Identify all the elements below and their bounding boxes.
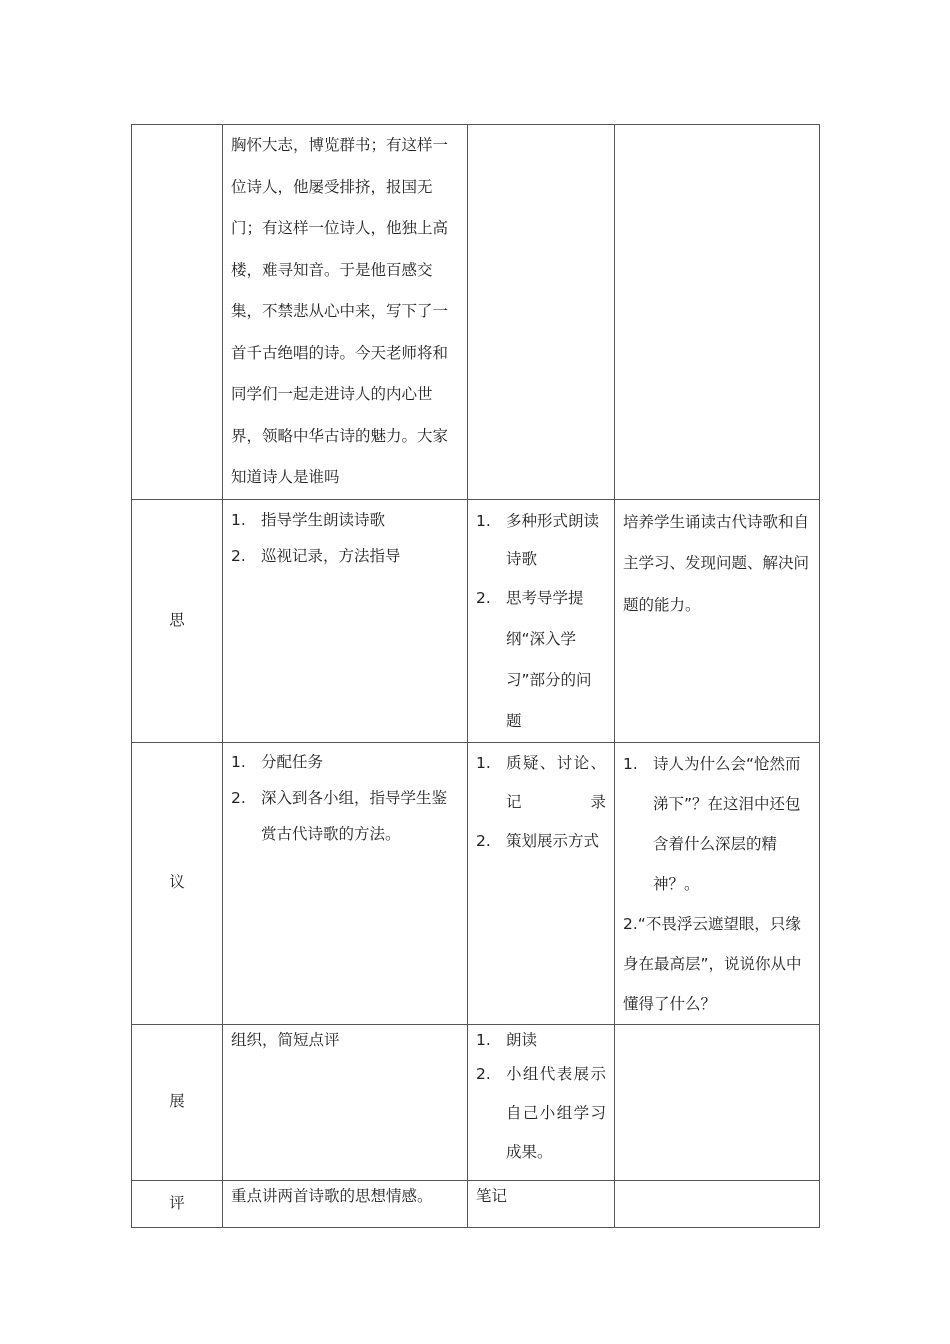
student-activity-list bbox=[476, 502, 606, 742]
table-row bbox=[132, 1180, 820, 1227]
teacher-activity-list bbox=[231, 744, 459, 852]
design-intent-cell bbox=[615, 125, 820, 500]
design-intent-cell bbox=[615, 1180, 820, 1227]
table-row bbox=[132, 499, 820, 742]
teacher-activity-cell bbox=[223, 1180, 468, 1227]
list-item: 2. 巡视记录，方法指导 bbox=[231, 546, 401, 565]
list-item: 2. 思考导学提纲“深入学习”部分的问题 bbox=[476, 588, 592, 730]
stage-cell: 展 bbox=[132, 1024, 223, 1180]
student-activity-cell bbox=[468, 1180, 615, 1227]
student-activity-cell bbox=[468, 125, 615, 500]
student-activity-list bbox=[476, 744, 606, 861]
table-row bbox=[132, 1024, 820, 1180]
student-activity-cell bbox=[468, 499, 615, 742]
list-item: 2. 深入到各小组，指导学生鉴赏古代诗歌的方法。 bbox=[231, 788, 448, 843]
stage-cell: 评 bbox=[132, 1180, 223, 1227]
teacher-activity-list bbox=[231, 502, 459, 574]
table-row bbox=[132, 742, 820, 1024]
teacher-activity-cell bbox=[223, 125, 468, 500]
list-item: 1. 分配任务 bbox=[231, 752, 324, 771]
list-item: 1. 指导学生朗读诗歌 bbox=[231, 510, 386, 529]
stage-cell: 议 bbox=[132, 742, 223, 1024]
student-activity-list bbox=[476, 1025, 606, 1172]
lesson-plan-table bbox=[131, 124, 820, 1228]
stage-cell bbox=[132, 125, 223, 500]
list-item: 1. 多种形式朗读诗歌 bbox=[476, 511, 600, 568]
design-intent-list bbox=[623, 744, 811, 1024]
list-item: 1. 质疑、讨论、记录 bbox=[476, 753, 606, 811]
teacher-activity-text: 重点讲两首诗歌的思想情感。 bbox=[231, 1186, 433, 1205]
student-activity-text: 笔记 bbox=[476, 1186, 508, 1205]
student-activity-cell bbox=[468, 1024, 615, 1180]
design-intent-cell bbox=[615, 742, 820, 1024]
design-intent-cell: 培养学生诵读古代诗歌和自主学习、发现问题、解决问题的能力。 bbox=[615, 499, 820, 742]
teacher-activity-cell bbox=[223, 742, 468, 1024]
teacher-activity-cell bbox=[223, 1024, 468, 1180]
list-item: 2. 小组代表展示自己小组学习成果。 bbox=[476, 1064, 606, 1161]
teacher-activity-text: 组织，简短点评 bbox=[231, 1030, 340, 1049]
design-intent-cell bbox=[615, 1024, 820, 1180]
student-activity-cell bbox=[468, 742, 615, 1024]
list-item: 1. 诗人为什么会“怆然而涕下”？在这泪中还包含着什么深层的精神？。 bbox=[623, 754, 801, 893]
teacher-activity-text: 胸怀大志，博览群书；有这样一位诗人，他屡受排挤，报国无门；有这样一位诗人，他独上高楼，难寻知音。于是他百感交集，不禁悲从心中来，写下了一首千古绝唱的诗。今天老师将和同学们一起走进诗人的内心世界，领略中华古诗的魅力。大家知道诗人是谁吗 bbox=[231, 136, 449, 486]
list-item: 2. 策划展示方式 bbox=[476, 831, 600, 850]
teacher-activity-cell bbox=[223, 499, 468, 742]
stage-cell: 思 bbox=[132, 499, 223, 742]
list-item: 2.“不畏浮云遮望眼，只缘身在最高层”，说说你从中懂得了什么？ bbox=[623, 914, 802, 1013]
table-row bbox=[132, 125, 820, 500]
list-item: 1. 朗读 bbox=[476, 1030, 538, 1049]
